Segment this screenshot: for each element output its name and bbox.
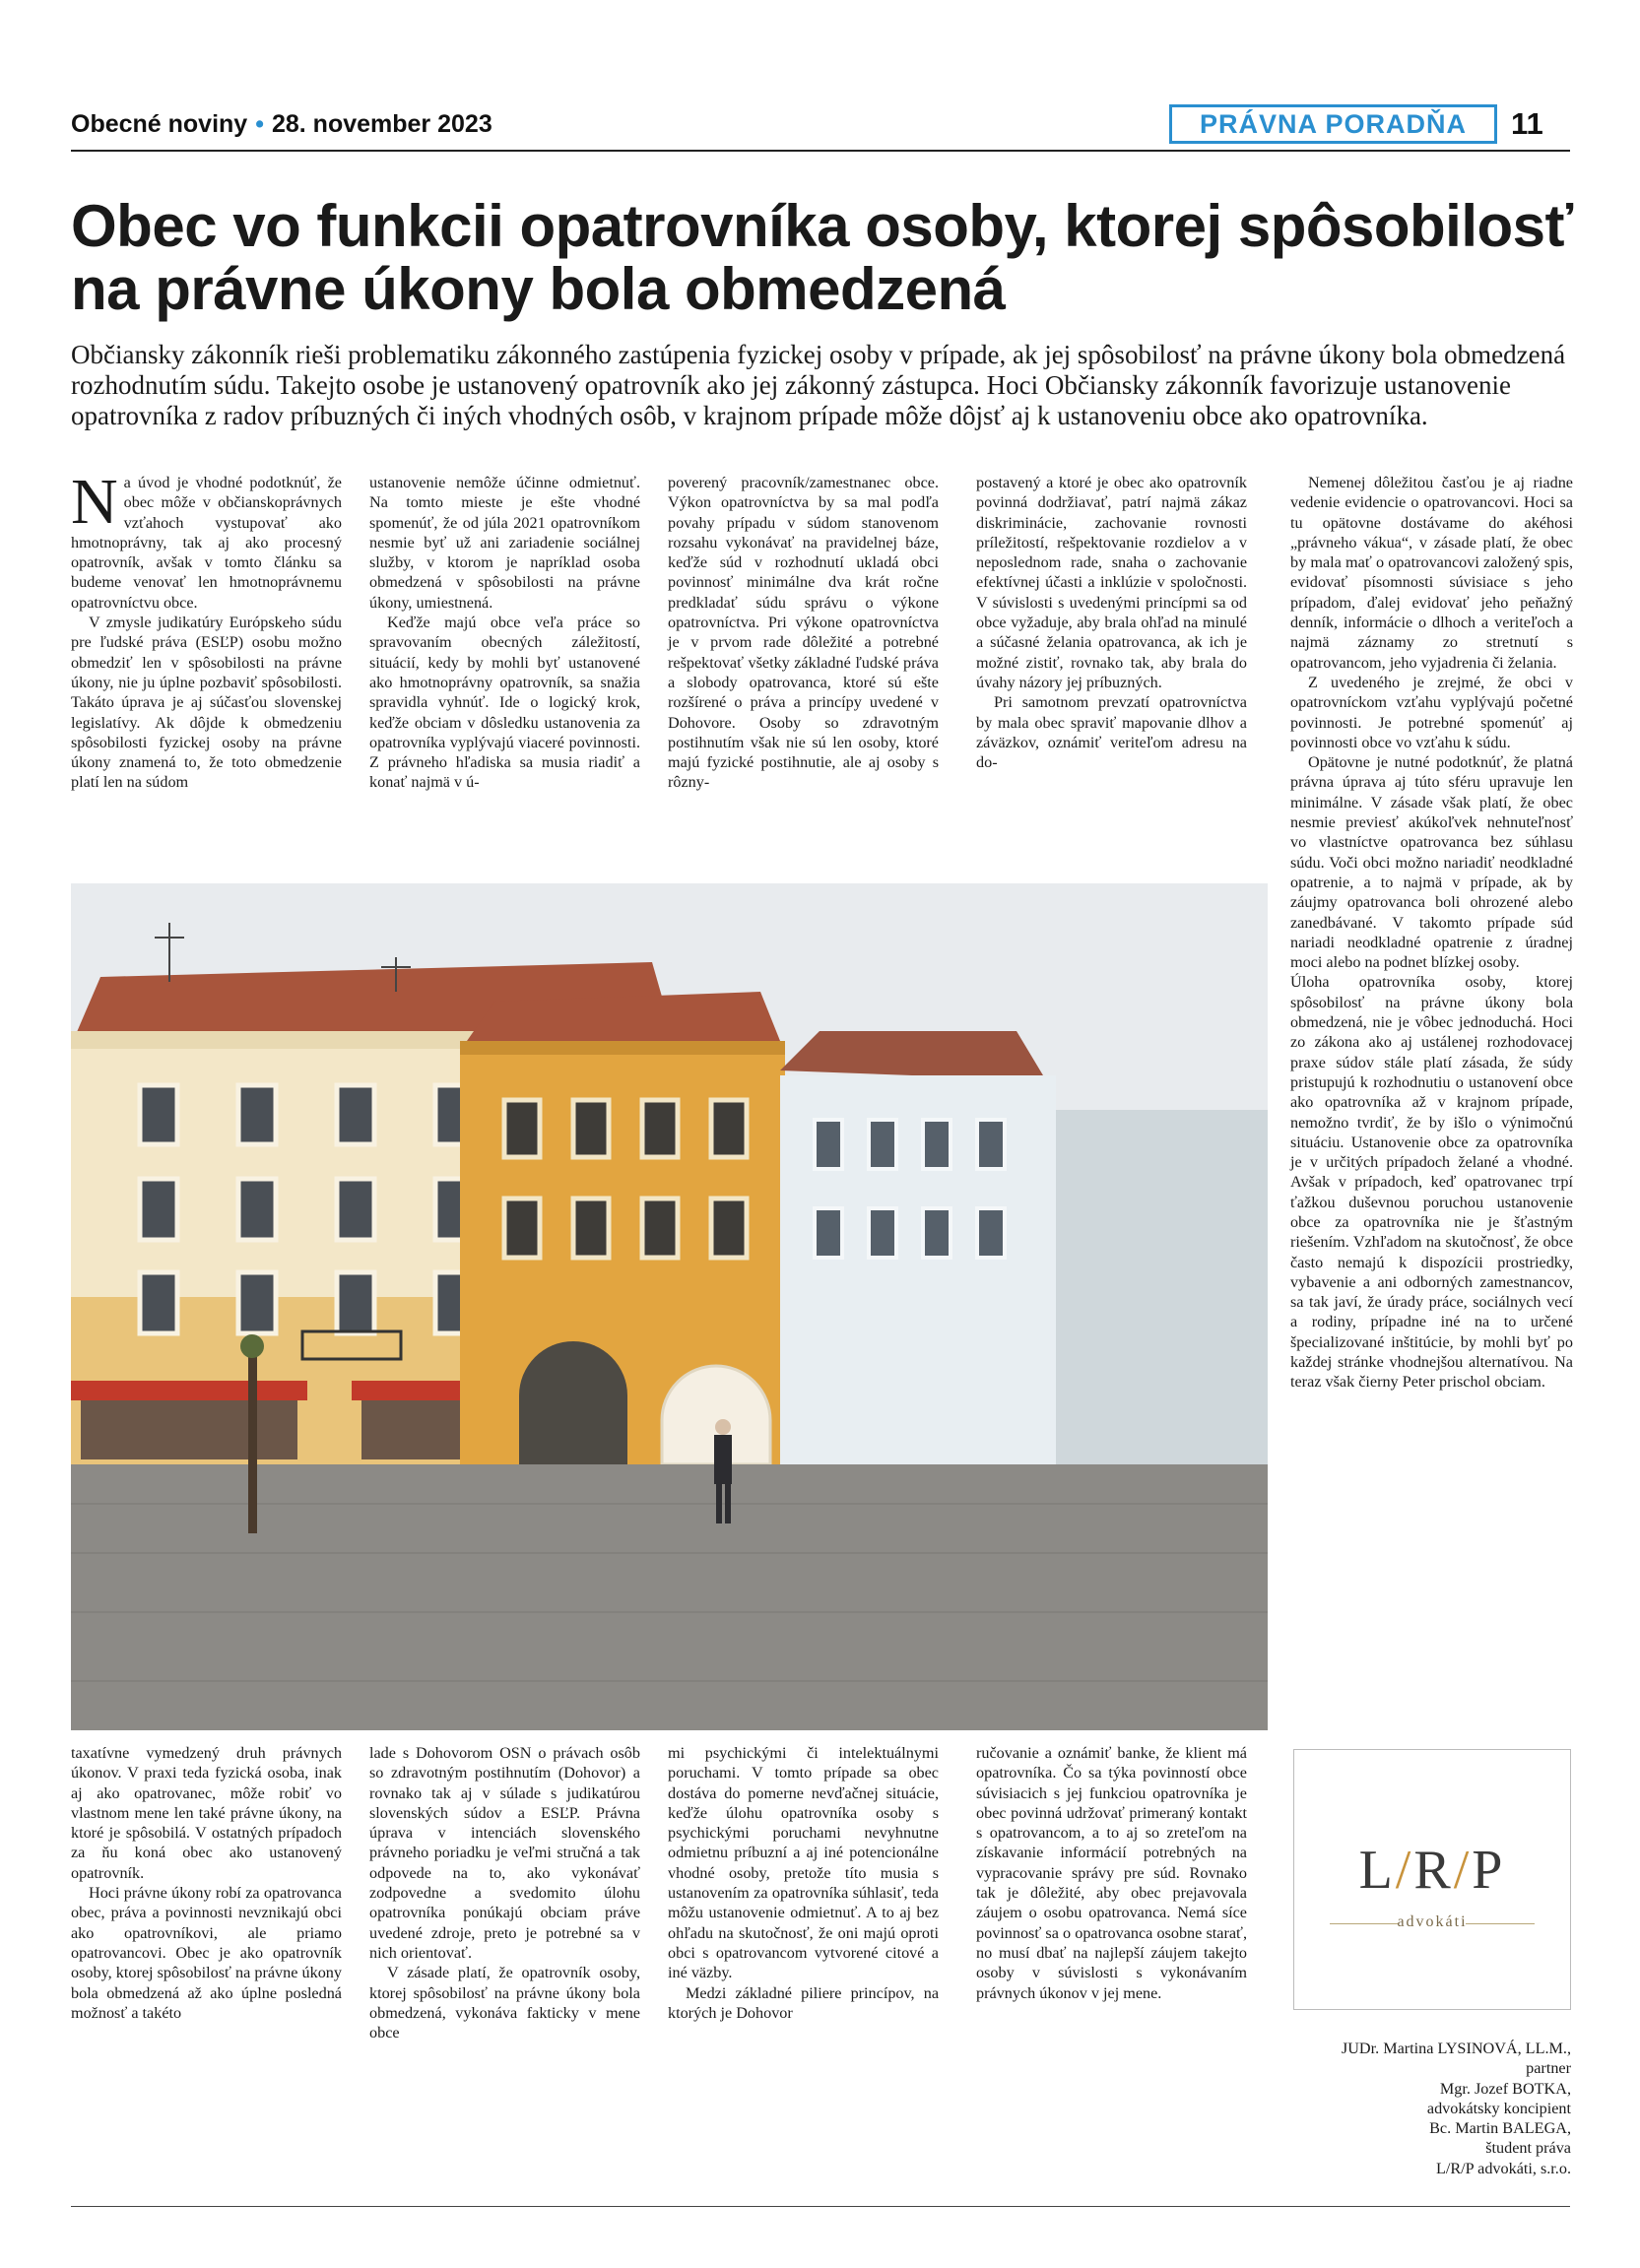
column-3-bottom — [668, 1743, 939, 2023]
column-2-bottom — [369, 1743, 640, 2042]
column-3-top — [668, 473, 939, 793]
paragraph: Pri samotnom prevzatí opatrovníctva by mala obec spraviť mapovanie dlhov a záväzkov, oznámiť veriteľom adresu na do- — [976, 693, 1247, 772]
paragraph: ustanovenie nemôže účinne odmietnuť. Na tomto mieste je ešte vhodné spomenúť, že od júla 2021 opatrovníkom nesmie byť už ani zariadenie sociálnej služby, v ktorom je napríklad osoba obmedzená v spôsobilosti na právne úkony, umiestnená. — [369, 474, 640, 612]
article-lead: Občiansky zákonník rieši problematiku zákonného zastúpenia fyzickej osoby v prípade, ak jej spôsobilosť na právne úkony bola obmedzená rozhodnutím súdu. Takejto osobe je ustanovený opatrovník ako jej zákonný zástupca. Hoci Občiansky zákonník favorizuje ustanovenie opatrovníka z radov príbuzných či iných vhodných osôb, v krajnom prípade môže dôjsť aj k ustanoveniu obce ako opatrovníka. — [71, 340, 1566, 430]
column-4-bottom — [976, 1743, 1247, 2003]
author-line: JUDr. Martina LYSINOVÁ, LL.M., — [1341, 2040, 1571, 2057]
column-1-top — [71, 466, 342, 793]
issue-date: 28. november 2023 — [271, 110, 492, 138]
street-photo — [71, 883, 1268, 1730]
paragraph: Nemenej dôležitou časťou je aj riadne vedenie evidencie o opatrovancovi. Hoci sa tu opätovne dostávame do akéhosi „právneho vákua“, v zásade platí, že obec by mala mať o opatrovancovi založený spis, evidovať písomnosti súvisiace s jeho prípadom, ďalej evidovať jeho peňažný denník, informácie o dlhoch a veriteľoch a najmä záznamy zo stretnutí s opatrovancom, jeho vyjadrenia či želania. — [1290, 474, 1573, 672]
paragraph: V zmysle judikatúry Európskeho súdu pre ľudské práva (ESĽP) osobu možno obmedziť len v spôsobilosti na právne úkony, nie ju úplne pozbaviť spôsobilosti. Takáto úprava je aj súčasťou slovenskej legislatívy. Ak dôjde k obmedzeniu spôsobilosti fyzickej osoby na právne úkony znamená to, že toto obmedzenie platí len na súdom — [71, 614, 342, 792]
paragraph: Opätovne je nutné podotknúť, že platná právna úprava aj túto sféru upravuje len minimálne. V zásade však platí, že obec nesmie previesť akúkoľvek nehnuteľnosť vo vlastníctve opatrovanca bez súhlasu súdu. Voči obci možno nariadiť neodkladné opatrenie, a to najmä v prípade, ak by záujmy opatrovanca boli ohrozené alebo zanedbávané. V takomto prípade súd nariadi neodkladné opatrenie z úradnej moci alebo na podnet blízkej osoby. — [1290, 753, 1573, 972]
article-headline — [71, 195, 1578, 321]
section-label: PRÁVNA PORADŇA — [1169, 104, 1497, 144]
paragraph: Keďže majú obce veľa práce so spravovaním obecných záležitostí, situácií, kedy by mohli byť ustanovené ako hmotnoprávny opatrovník, sa snažia spravidla vyhnúť. Ide o logický krok, keďže obciam v dôsledku ustanovenia za opatrovníka vyplývajú viaceré povinnosti. Z právneho hľadiska sa musia riadiť a konať najmä v ú- — [369, 614, 640, 792]
author-line: Bc. Martin BALEGA, — [1429, 2119, 1571, 2138]
paragraph: V zásade platí, že opatrovník osoby, ktorej spôsobilosť na právne úkony bola obmedzená, vykonáva fakticky v mene obce — [369, 1964, 640, 2042]
publication-name: Obecné noviny — [71, 110, 248, 138]
paragraph: Hoci právne úkony robí za opatrovanca obec, práva a povinnosti nevznikajú obci ako opatrovníkovi, ale priamo opatrovancovi. Obec je ako opatrovník osoby, ktorej spôsobilosť na právne úkony bola obmedzená až ako úplne posledná možnosť a takéto — [71, 1884, 342, 2022]
top-rule — [71, 150, 1570, 152]
paragraph: taxatívne vymedzený druh právnych úkonov. V praxi teda fyzická osoba, inak aj ako opatrovanec, môže robiť vo vlastnom mene len také právne úkony, na ktoré je spôsobilá. V ostatných prípadoch za ňu koná obec ako ustanovený opatrovník. — [71, 1744, 342, 1882]
author-line: L/R/P advokáti, s.r.o. — [1436, 2159, 1571, 2177]
author-line: advokátsky koncipient — [1426, 2099, 1571, 2117]
drop-cap: N — [71, 466, 118, 538]
masthead — [71, 106, 1568, 144]
headline-line-1: Obec vo funkcii opatrovníka osoby, ktorej spôsobilosť — [71, 193, 1573, 259]
logo-mark: L/R/P — [1358, 1840, 1506, 1901]
paragraph: lade s Dohovorom OSN o právach osôb so zdravotným postihnutím (Dohovor) a rovnako tak aj v súlade s judikatúrou slovenských súdov a ESĽP. Právna úprava v intenciách slovenského právneho poriadku je veľmi stručná a tak odpovede na to, ako vykonávať zodpovedne a svedomito úlohu opatrovníka ponúkajú obciam práve uvedené zdroje, preto je potrebné sa v nich orientovať. — [369, 1744, 640, 1962]
logo-subtitle: advokáti — [1397, 1913, 1468, 1930]
paragraph: ručovanie a oznámiť banke, že klient má opatrovníka. Čo sa týka povinností obce súvisiacich s jej funkciou opatrovníka je obec povinná udržovať primeraný kontakt s opatrovancom, a to aj so zreteľom na získavanie informácií potrebných na vypracovanie správy pre súd. Rovnako tak je dôležité, aby obec prejavovala záujem o osobu opatrovanca. Nemá síce povinnosť sa o opatrovanca osobne starať, no musí dbať na najlepší záujem takejto osoby v súvislosti s vykonávaním právnych úkonov v jej mene. — [976, 1744, 1247, 2002]
author-line: partner — [1526, 2059, 1571, 2078]
paragraph: Medzi základné piliere princípov, na ktorých je Dohovor — [668, 1983, 939, 2022]
page-number: 11 — [1511, 106, 1543, 141]
publication-line — [71, 110, 492, 139]
column-4-top — [976, 473, 1247, 772]
paragraph: Z uvedeného je zrejmé, že obci v opatrovníckom vzťahu vyplývajú početné povinnosti. Je potrebné spomenúť aj povinnosti obce vo vzťahu k súdu. — [1290, 673, 1573, 751]
separator-dot: • — [255, 110, 264, 138]
paragraph: mi psychickými či intelektuálnymi poruchami. V tomto prípade sa obec dostáva do pomerne nevďačnej situácie, keďže úlohu opatrovníka osoby s psychickými poruchami nevyhnutne odmietnu príbuzní a aj iné potencionálne vhodné osoby, pretože títo musia s ustanovením za opatrovníka súhlasiť, teda môžu ustanovenie odmietnuť. A to aj bez ohľadu na skutočnosť, že oni majú oproti obci s opatrovancom vytvorené citové a iné väzby. — [668, 1744, 939, 1982]
column-1-bottom — [71, 1743, 342, 2023]
author-line: Mgr. Jozef BOTKA, — [1439, 2079, 1571, 2098]
column-5 — [1290, 473, 1573, 1393]
author-signature — [1280, 2039, 1571, 2178]
paragraph: Na úvod je vhodné podotknúť, že obec môže v občianskoprávnych vzťahoch vystupovať ako hmotnoprávny, tak aj ako procesný opatrovník, avšak v tomto článku sa budeme venovať len hmotnoprávnemu opatrovníctvu obce. — [71, 466, 342, 612]
column-2-top — [369, 473, 640, 793]
paragraph: poverený pracovník/zamestnanec obce. Výkon opatrovníctva by sa mal podľa povahy prípadu v súdom stanovenom rozsahu vykonávať na pravidelnej báze, keďže súd v rozhodnutí ukladá obci povinnosť minimálne dva krát ročne predkladať súdu správu o výkone opatrovníctva. Pri výkone opatrovníctva je v prvom rade dôležité a potrebné rešpektovať všetky základné ľudské práva a slobody opatrovanca, ktoré sú ešte rozšírené o práva a princípy uvedené v Dohovore. Osoby so zdravotným postihnutím však nie sú len osoby, ktoré majú fyzické postihnutie, ale aj osoby s rôzny- — [668, 474, 939, 792]
building-facades-illustration — [71, 883, 1268, 1730]
law-firm-logo — [1293, 1749, 1571, 2010]
bottom-rule — [71, 2206, 1570, 2207]
paragraph: Úloha opatrovníka osoby, ktorej spôsobilosť na právne úkony bola obmedzená, nie je vôbec jednoduchá. Hoci zo zákona ako aj ustálenej rozhodovacej praxe súdov stále platí zásada, že súdy pristupujú k rozhodnutiu o ustanovení obce ako opatrovníka až v krajnom prípade, nemožno tvrdiť, že by išlo o výnimočnú situáciu. Ustanovenie obce za opatrovníka je v určitých prípadoch želané a vhodné. Avšak v prípadoch, keď opatrovanec trpí ťažkou duševnou poruchou ustanovenie obce za opatrovníka nie je šťastným riešením. Vzhľadom na skutočnosť, že obce často nemajú k dispozícii prostriedky, vybavenie a ani odborných zamestnancov, sa tak javí, že úrady práce, sociálnych vecí a rodiny, prípadne iné na to určené špecializované inštitúcie, by mohli byť po každej stránke vhodnejšou alternatívou. Na teraz však čierny Peter prischol obciam. — [1290, 973, 1573, 1392]
paragraph: postavený a ktoré je obec ako opatrovník povinná dodržiavať, patrí najmä zákaz diskriminácie, zachovanie rovnosti príležitostí, rešpektovanie rozdielov a v neposlednom rade, snaha o zachovanie efektívnej účasti a inklúzie v spoločnosti. V súvislosti s uvedenými princípmi sa od obce vyžaduje, aby brala ohľad na minulé a súčasné želania opatrovanca, ak ich je možné zistiť, rovnako tak, aby brala do úvahy názory jej príbuzných. — [976, 474, 1247, 691]
author-line: študent práva — [1485, 2139, 1571, 2158]
headline-line-2: na právne úkony bola obmedzená — [71, 256, 1006, 322]
